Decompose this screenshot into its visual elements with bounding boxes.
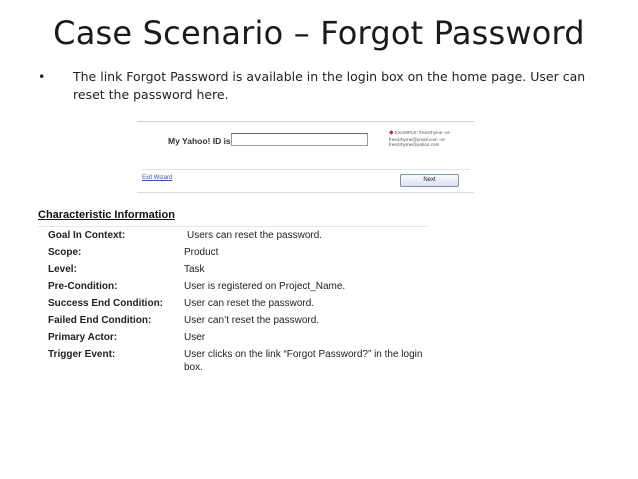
row-value: User is registered on Project_Name. [184, 281, 346, 292]
table-row [38, 244, 428, 261]
row-label: Goal In Context: [48, 230, 126, 241]
row-label: Trigger Event: [48, 349, 116, 360]
row-value: User clicks on the link “Forgot Password?” in the login box. [184, 349, 423, 373]
next-button[interactable]: Next [400, 174, 459, 187]
yahoo-id-label: My Yahoo! ID is [168, 136, 231, 146]
row-label: Success End Condition: [48, 298, 164, 309]
row-value: Product [184, 247, 219, 258]
row-value: User can’t reset the password. [184, 315, 320, 326]
divider [142, 169, 470, 170]
id-example-hint [389, 130, 471, 148]
table-row [38, 295, 428, 312]
row-label: Primary Actor: [48, 332, 118, 343]
table-row [38, 261, 428, 278]
row-label: Level: [48, 264, 77, 275]
characteristic-table [38, 226, 428, 376]
forgot-password-screenshot [137, 121, 474, 193]
bullet-marker: • [38, 69, 46, 84]
row-label: Pre-Condition: [48, 281, 118, 292]
slide-title: Case Scenario – Forgot Password [53, 14, 585, 52]
row-value: User [184, 332, 206, 343]
row-label: Failed End Condition: [48, 315, 152, 326]
row-value: Task [184, 264, 205, 275]
example-text: EXAMPLE: free2rhyme -or- free2rhyme@ymail.com -or- free2rhyme@yahoo.com [389, 130, 451, 148]
example-bullet-icon: ◆ [389, 130, 394, 136]
yahoo-id-input[interactable] [231, 133, 368, 146]
table-row [38, 329, 428, 346]
row-value: User can reset the password. [184, 298, 315, 309]
row-value: Users can reset the password. [187, 230, 323, 241]
table-row [38, 346, 428, 376]
characteristic-heading: Characteristic Information [38, 209, 175, 221]
table-row [38, 312, 428, 329]
bullet-text: The link Forgot Password is available in the login box on the home page. User can reset the password here. [73, 69, 586, 102]
table-row [38, 227, 428, 244]
exit-wizard-link[interactable]: Exit Wizard [142, 175, 173, 181]
row-label: Scope: [48, 247, 82, 258]
table-row [38, 278, 428, 295]
